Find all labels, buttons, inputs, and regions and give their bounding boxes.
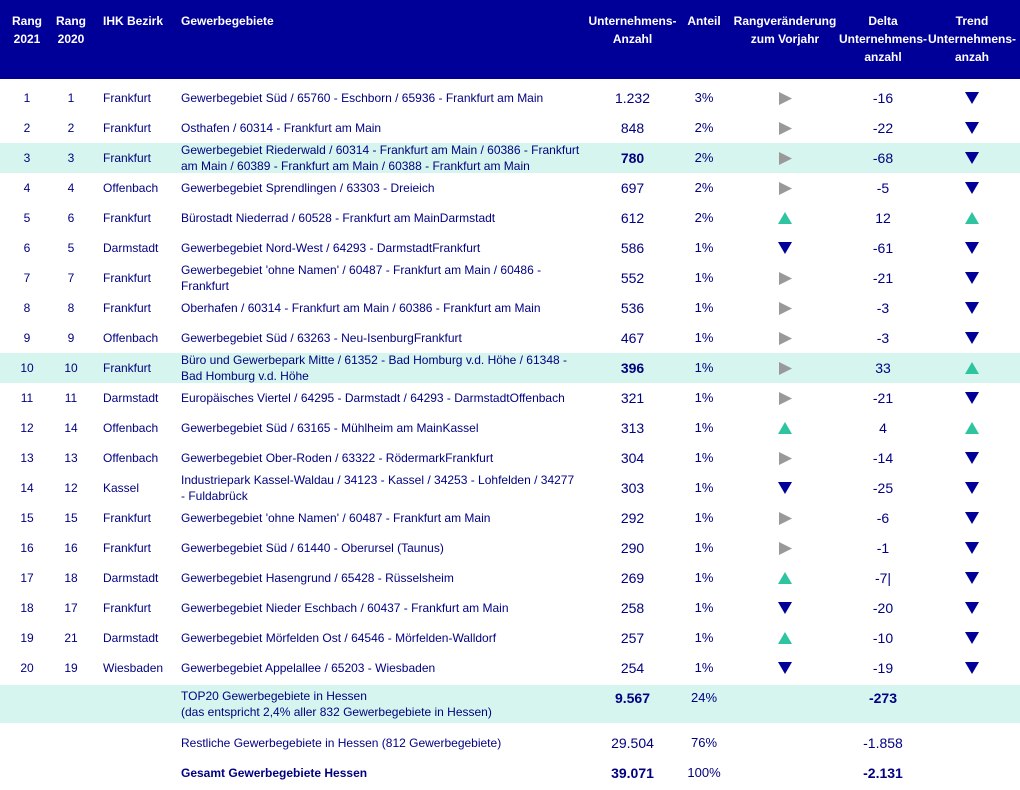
trend: [928, 113, 1016, 143]
trend-down-triangle-icon: [965, 542, 979, 554]
summary-top20-anzahl: 9.567: [614, 690, 651, 706]
anteil: 3%: [694, 90, 714, 105]
trend: [928, 653, 1016, 683]
delta-unternehmensanzahl: -68: [872, 150, 894, 166]
rank-2021: 15: [20, 511, 34, 525]
rang-veraenderung: [732, 353, 838, 383]
rank-2021: 2: [23, 121, 31, 135]
delta-unternehmensanzahl: -21: [872, 390, 894, 406]
rank-2021: 5: [23, 211, 31, 225]
rank-change-right-triangle-icon: [779, 332, 792, 345]
unternehmens-anzahl: 304: [620, 450, 645, 466]
rank-change-up-triangle-icon: [778, 212, 792, 224]
delta-unternehmensanzahl: 12: [875, 210, 891, 226]
rank-2020: 3: [67, 151, 75, 165]
rank-change-right-triangle-icon: [779, 362, 792, 375]
rang-veraenderung: [732, 263, 838, 293]
summary-rest-anteil: 76%: [690, 735, 718, 750]
gewerbegebiet-name: Gewerbegebiet Nord-West / 64293 - DarmstadtFrankfurt: [181, 241, 481, 255]
gewerbegebiet-name: Gewerbegebiet Ober-Roden / 63322 - RödermarkFrankfurt: [181, 451, 494, 465]
trend: [928, 83, 1016, 113]
anteil: 2%: [694, 210, 714, 225]
rank-2021: 11: [20, 391, 34, 405]
table-header: [0, 0, 1020, 79]
delta-unternehmensanzahl: -19: [872, 660, 894, 676]
anteil: 1%: [694, 540, 714, 555]
rang-veraenderung: [732, 563, 838, 593]
unternehmens-anzahl: 257: [620, 630, 645, 646]
rang-veraenderung: [732, 623, 838, 653]
header-delta: Delta Unternehmens-anzahl: [838, 14, 927, 64]
rank-2020: 9: [67, 331, 75, 345]
ihk-bezirk: Frankfurt: [103, 511, 152, 525]
rank-2020: 11: [64, 391, 78, 405]
gewerbegebiet-name: Gewerbegebiet Appelallee / 65203 - Wiesbaden: [181, 661, 436, 675]
anteil: 1%: [694, 510, 714, 525]
trend-down-triangle-icon: [965, 662, 979, 674]
summary-gesamt-anzahl: 39.071: [611, 765, 654, 781]
anteil: 1%: [694, 390, 714, 405]
anteil: 1%: [694, 660, 714, 675]
anteil: 1%: [694, 240, 714, 255]
trend-down-triangle-icon: [965, 632, 979, 644]
trend-down-triangle-icon: [965, 602, 979, 614]
rank-2020: 2: [67, 121, 75, 135]
delta-unternehmensanzahl: 33: [875, 360, 891, 376]
rank-change-right-triangle-icon: [779, 512, 792, 525]
unternehmens-anzahl: 612: [620, 210, 645, 226]
rank-2020: 6: [67, 211, 75, 225]
ihk-bezirk: Frankfurt: [103, 361, 152, 375]
trend-down-triangle-icon: [965, 182, 979, 194]
delta-unternehmensanzahl: -61: [872, 240, 894, 256]
trend: [928, 623, 1016, 653]
summary-rest-label: Restliche Gewerbegebiete in Hessen (812 Gewerbegebiete): [181, 736, 502, 750]
trend: [928, 533, 1016, 563]
delta-unternehmensanzahl: -5: [876, 180, 890, 196]
ihk-bezirk: Offenbach: [103, 181, 159, 195]
summary-gesamt-anteil: 100%: [687, 765, 721, 780]
rang-veraenderung: [732, 383, 838, 413]
gewerbegebiet-name: Gewerbegebiet Sprendlingen / 63303 - Dreieich: [181, 181, 435, 195]
ihk-bezirk: Darmstadt: [103, 631, 159, 645]
ihk-bezirk: Frankfurt: [103, 151, 152, 165]
rank-2021: 7: [23, 271, 31, 285]
summary-top20-label-line2: (das entspricht 2,4% aller 832 Gewerbegebiete in Hessen): [181, 705, 492, 719]
rank-2020: 7: [67, 271, 75, 285]
gewerbegebiet-name: Europäisches Viertel / 64295 - Darmstadt / 64293 - DarmstadtOffenbach: [181, 391, 565, 405]
gewerbegebiet-name: Gewerbegebiet Nieder Eschbach / 60437 - Frankfurt am Main: [181, 601, 509, 615]
trend: [928, 203, 1016, 233]
ihk-bezirk: Darmstadt: [103, 571, 159, 585]
header-gewerbegebiete: Gewerbegebiete: [181, 14, 274, 28]
trend: [928, 443, 1016, 473]
unternehmens-anzahl: 254: [620, 660, 645, 676]
rank-2020: 4: [67, 181, 75, 195]
gewerbegebiet-name: Gewerbegebiet Riederwald / 60314 - Frankfurt am Main / 60386 - Frankfurt am Main / 60389 - Frankfurt am Main / 60388 - Frankfurt am Main: [181, 143, 580, 173]
rang-veraenderung: [732, 293, 838, 323]
delta-unternehmensanzahl: -22: [872, 120, 894, 136]
trend-down-triangle-icon: [965, 302, 979, 314]
rank-2021: 9: [23, 331, 31, 345]
anteil: 1%: [694, 630, 714, 645]
rank-2021: 19: [20, 631, 34, 645]
delta-unternehmensanzahl: -7|: [874, 570, 892, 586]
trend-down-triangle-icon: [965, 122, 979, 134]
ihk-bezirk: Darmstadt: [103, 241, 159, 255]
trend: [928, 143, 1016, 173]
anteil: 1%: [694, 600, 714, 615]
trend: [928, 473, 1016, 503]
trend: [928, 593, 1016, 623]
rank-change-up-triangle-icon: [778, 632, 792, 644]
ihk-bezirk: Offenbach: [103, 331, 159, 345]
unternehmens-anzahl: 292: [620, 510, 645, 526]
rank-2020: 18: [64, 571, 78, 585]
ihk-bezirk: Darmstadt: [103, 391, 159, 405]
trend: [928, 383, 1016, 413]
rank-change-right-triangle-icon: [779, 182, 792, 195]
rank-2021: 16: [20, 541, 34, 555]
rank-2021: 4: [23, 181, 31, 195]
rank-2020: 21: [64, 631, 78, 645]
unternehmens-anzahl: 396: [620, 360, 645, 376]
gewerbegebiet-name: Gewerbegebiet 'ohne Namen' / 60487 - Frankfurt am Main: [181, 511, 491, 525]
unternehmens-anzahl: 697: [620, 180, 645, 196]
unternehmens-anzahl: 467: [620, 330, 645, 346]
gewerbegebiet-name: Gewerbegebiet Süd / 61440 - Oberursel (Taunus): [181, 541, 444, 555]
summary-rest-row: [0, 728, 1020, 758]
ihk-bezirk: Frankfurt: [103, 601, 152, 615]
rank-change-right-triangle-icon: [779, 122, 792, 135]
ihk-bezirk: Frankfurt: [103, 121, 152, 135]
rank-change-down-triangle-icon: [778, 602, 792, 614]
trend-down-triangle-icon: [965, 152, 979, 164]
trend-down-triangle-icon: [965, 512, 979, 524]
gewerbegebiet-name: Gewerbegebiet Süd / 63165 - Mühlheim am MainKassel: [181, 421, 479, 435]
summary-gesamt-delta: -2.131: [863, 765, 903, 781]
unternehmens-anzahl: 536: [620, 300, 645, 316]
rank-2020: 17: [64, 601, 78, 615]
table-row: [0, 473, 1020, 503]
ihk-bezirk: Offenbach: [103, 421, 159, 435]
gewerbegebiet-name: Gewerbegebiet Süd / 65760 - Eschborn / 65936 - Frankfurt am Main: [181, 91, 544, 105]
summary-rest-delta: -1.858: [863, 735, 903, 751]
rang-veraenderung: [732, 83, 838, 113]
rank-2021: 17: [20, 571, 34, 585]
rank-change-down-triangle-icon: [778, 242, 792, 254]
rank-2021: 3: [23, 151, 31, 165]
anteil: 1%: [694, 300, 714, 315]
rank-2021: 10: [20, 361, 34, 375]
gewerbegebiet-name: Gewerbegebiet Mörfelden Ost / 64546 - Mörfelden-Walldorf: [181, 631, 497, 645]
trend-down-triangle-icon: [965, 272, 979, 284]
summary-top20-label: [181, 685, 581, 723]
ihk-bezirk: Frankfurt: [103, 301, 152, 315]
trend-down-triangle-icon: [965, 92, 979, 104]
gewerbegebiet-name: Büro und Gewerbepark Mitte / 61352 - Bad Homburg v.d. Höhe / 61348 - Bad Homburg v.d. Höhe: [181, 353, 567, 383]
rang-veraenderung: [732, 413, 838, 443]
delta-unternehmensanzahl: -3: [876, 300, 890, 316]
rank-2020: 13: [64, 451, 78, 465]
trend: [928, 233, 1016, 263]
anteil: 2%: [694, 120, 714, 135]
header-anteil: Anteil: [687, 14, 721, 28]
gewerbegebiet-name: Industriepark Kassel-Waldau / 34123 - Kassel / 34253 - Lohfelden / 34277 - Fuldabrück: [181, 473, 575, 503]
unternehmens-anzahl: 586: [620, 240, 645, 256]
rang-veraenderung: [732, 113, 838, 143]
trend: [928, 293, 1016, 323]
ihk-bezirk: Offenbach: [103, 451, 159, 465]
table-row: [0, 293, 1020, 323]
rang-veraenderung: [732, 593, 838, 623]
ihk-bezirk: Wiesbaden: [103, 661, 164, 675]
summary-top20-label-line1: TOP20 Gewerbegebiete in Hessen: [181, 689, 367, 703]
trend-down-triangle-icon: [965, 572, 979, 584]
rank-2021: 14: [20, 481, 34, 495]
table-row: [0, 203, 1020, 233]
delta-unternehmensanzahl: 4: [879, 420, 887, 436]
rank-change-right-triangle-icon: [779, 452, 792, 465]
header-rangveraenderung: Rangveränderung zum Vorjahr: [733, 14, 837, 46]
rank-change-right-triangle-icon: [779, 302, 792, 315]
summary-top20-anteil: 24%: [690, 690, 718, 705]
table-row: [0, 593, 1020, 623]
ihk-bezirk: Frankfurt: [103, 541, 152, 555]
trend-up-triangle-icon: [965, 422, 979, 434]
rang-veraenderung: [732, 143, 838, 173]
anteil: 1%: [694, 270, 714, 285]
rank-2020: 16: [64, 541, 78, 555]
gewerbegebiet-name: Gewerbegebiet 'ohne Namen' / 60487 - Frankfurt am Main / 60486 - Frankfurt: [181, 263, 542, 293]
anteil: 2%: [694, 150, 714, 165]
delta-unternehmensanzahl: -10: [872, 630, 894, 646]
anteil: 1%: [694, 360, 714, 375]
rank-change-right-triangle-icon: [779, 392, 792, 405]
table-row: [0, 233, 1020, 263]
rank-change-right-triangle-icon: [779, 542, 792, 555]
rank-2020: 10: [64, 361, 78, 375]
rang-veraenderung: [732, 323, 838, 353]
gewerbegebiet-name: Gewerbegebiet Hasengrund / 65428 - Rüsselsheim: [181, 571, 454, 585]
unternehmens-anzahl: 258: [620, 600, 645, 616]
anteil: 1%: [694, 330, 714, 345]
trend-up-triangle-icon: [965, 362, 979, 374]
rank-change-down-triangle-icon: [778, 662, 792, 674]
rang-veraenderung: [732, 473, 838, 503]
rank-change-down-triangle-icon: [778, 482, 792, 494]
table-row: [0, 533, 1020, 563]
trend: [928, 173, 1016, 203]
trend: [928, 263, 1016, 293]
rang-veraenderung: [732, 203, 838, 233]
table-row: [0, 353, 1020, 383]
rank-change-up-triangle-icon: [778, 572, 792, 584]
table-row: [0, 503, 1020, 533]
trend: [928, 413, 1016, 443]
rank-2021: 18: [20, 601, 34, 615]
rank-change-right-triangle-icon: [779, 272, 792, 285]
anteil: 2%: [694, 180, 714, 195]
rang-veraenderung: [732, 503, 838, 533]
header-rang-2021: Rang 2021: [12, 14, 42, 46]
rank-2021: 20: [20, 661, 34, 675]
table-row: [0, 113, 1020, 143]
table-row: [0, 143, 1020, 173]
rank-2021: 12: [20, 421, 34, 435]
summary-rest-anzahl: 29.504: [611, 735, 654, 751]
delta-unternehmensanzahl: -3: [876, 330, 890, 346]
delta-unternehmensanzahl: -20: [872, 600, 894, 616]
header-unternehmensanzahl: Unternehmens-Anzahl: [588, 14, 677, 46]
header-ihk-bezirk: IHK Bezirk: [103, 14, 164, 28]
rank-2021: 13: [20, 451, 34, 465]
unternehmens-anzahl: 269: [620, 570, 645, 586]
trend: [928, 503, 1016, 533]
trend-down-triangle-icon: [965, 392, 979, 404]
gewerbegebiet-name: Oberhafen / 60314 - Frankfurt am Main / 60386 - Frankfurt am Main: [181, 301, 541, 315]
table-row: [0, 383, 1020, 413]
rank-2020: 14: [64, 421, 78, 435]
rank-2021: 1: [23, 91, 31, 105]
table-row: [0, 263, 1020, 293]
ihk-bezirk: Frankfurt: [103, 211, 152, 225]
ihk-bezirk: Kassel: [103, 481, 140, 495]
unternehmens-anzahl: 290: [620, 540, 645, 556]
trend: [928, 323, 1016, 353]
table-row: [0, 173, 1020, 203]
header-trend: Trend Unternehmens-anzah: [928, 14, 1017, 64]
anteil: 1%: [694, 450, 714, 465]
rank-change-up-triangle-icon: [778, 422, 792, 434]
gewerbegebiet-name: Bürostadt Niederrad / 60528 - Frankfurt am MainDarmstadt: [181, 211, 496, 225]
delta-unternehmensanzahl: -16: [872, 90, 894, 106]
summary-gesamt-row: [0, 758, 1020, 788]
rang-veraenderung: [732, 653, 838, 683]
rank-2020: 1: [67, 91, 75, 105]
anteil: 1%: [694, 420, 714, 435]
trend-up-triangle-icon: [965, 212, 979, 224]
table-row: [0, 623, 1020, 653]
rank-2020: 5: [67, 241, 75, 255]
table-row: [0, 83, 1020, 113]
rang-veraenderung: [732, 443, 838, 473]
gewerbegebiet-name: Gewerbegebiet Süd / 63263 - Neu-IsenburgFrankfurt: [181, 331, 462, 345]
summary-top20-delta: -273: [868, 690, 898, 706]
rank-2021: 8: [23, 301, 31, 315]
trend-down-triangle-icon: [965, 482, 979, 494]
rank-change-right-triangle-icon: [779, 152, 792, 165]
unternehmens-anzahl: 552: [620, 270, 645, 286]
trend-down-triangle-icon: [965, 452, 979, 464]
unternehmens-anzahl: 303: [620, 480, 645, 496]
rang-veraenderung: [732, 173, 838, 203]
trend-down-triangle-icon: [965, 242, 979, 254]
rank-2020: 19: [64, 661, 78, 675]
delta-unternehmensanzahl: -14: [872, 450, 894, 466]
delta-unternehmensanzahl: -1: [876, 540, 890, 556]
table-row: [0, 563, 1020, 593]
table-row: [0, 413, 1020, 443]
ihk-bezirk: Frankfurt: [103, 91, 152, 105]
anteil: 1%: [694, 480, 714, 495]
delta-unternehmensanzahl: -25: [872, 480, 894, 496]
rank-2020: 12: [64, 481, 78, 495]
rank-2021: 6: [23, 241, 31, 255]
delta-unternehmensanzahl: -21: [872, 270, 894, 286]
rang-veraenderung: [732, 233, 838, 263]
unternehmens-anzahl: 313: [620, 420, 645, 436]
trend: [928, 353, 1016, 383]
summary-top20-row: [0, 685, 1020, 723]
unternehmens-anzahl: 848: [620, 120, 645, 136]
rank-2020: 8: [67, 301, 75, 315]
rank-2020: 15: [64, 511, 78, 525]
trend-down-triangle-icon: [965, 332, 979, 344]
table-row: [0, 323, 1020, 353]
unternehmens-anzahl: 1.232: [614, 90, 651, 106]
anteil: 1%: [694, 570, 714, 585]
unternehmens-anzahl: 780: [620, 150, 645, 166]
ihk-bezirk: Frankfurt: [103, 271, 152, 285]
gewerbegebiet-name: Osthafen / 60314 - Frankfurt am Main: [181, 121, 382, 135]
table-row: [0, 443, 1020, 473]
header-rang-2020: Rang 2020: [56, 14, 86, 46]
table-row: [0, 653, 1020, 683]
delta-unternehmensanzahl: -6: [876, 510, 890, 526]
unternehmens-anzahl: 321: [620, 390, 645, 406]
rank-change-right-triangle-icon: [779, 92, 792, 105]
trend: [928, 563, 1016, 593]
summary-gesamt-label: Gesamt Gewerbegebiete Hessen: [181, 766, 368, 780]
rang-veraenderung: [732, 533, 838, 563]
